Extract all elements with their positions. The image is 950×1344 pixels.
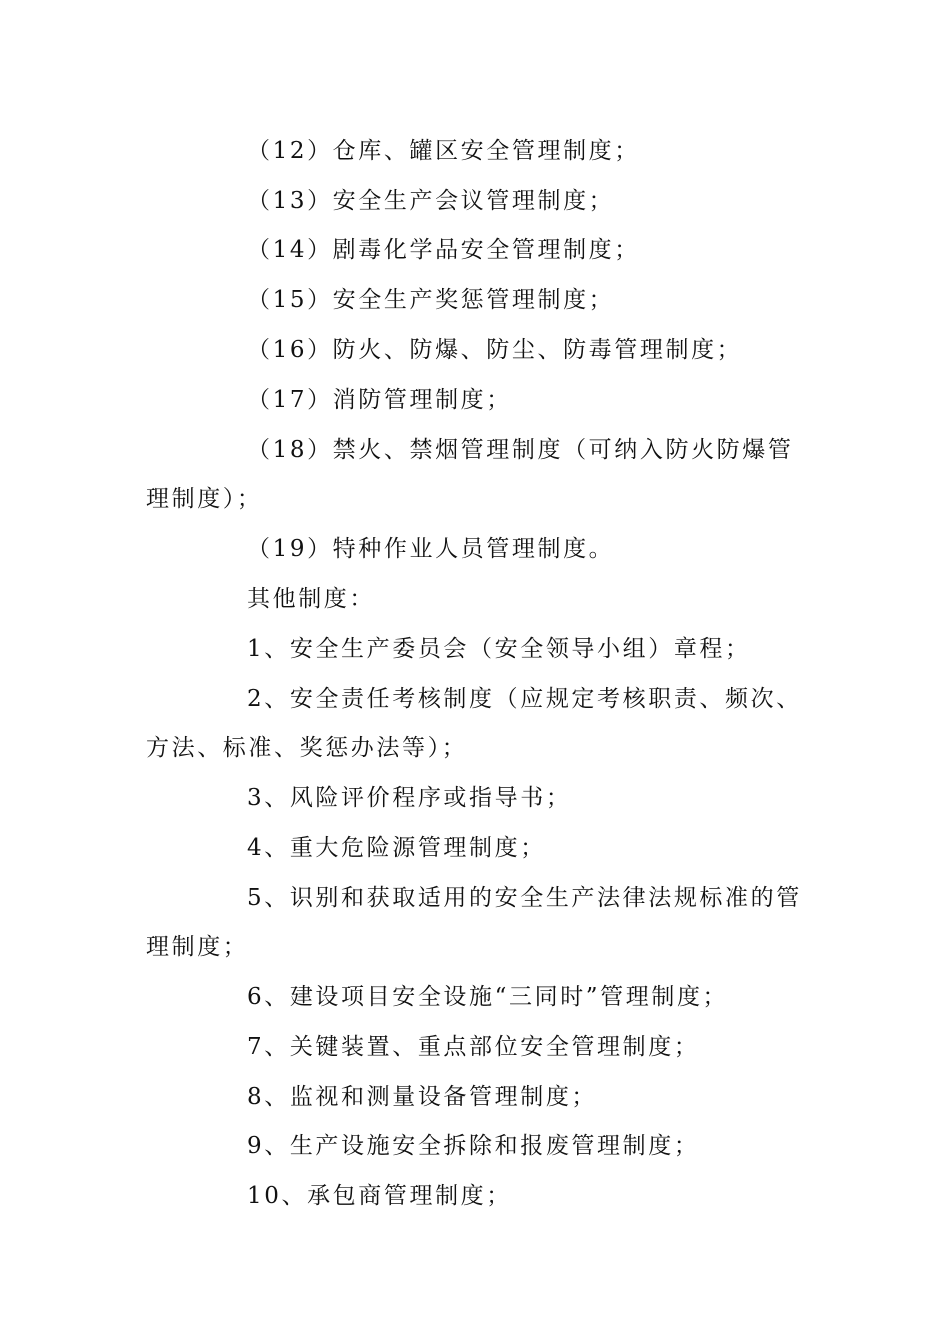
- other-item-10: 10、承包商管理制度；: [247, 1183, 512, 1209]
- other-item-4: 4、重大危险源管理制度；: [247, 835, 546, 861]
- list-item-13: （13）安全生产会议管理制度；: [247, 188, 615, 214]
- other-item-9: 9、生产设施安全拆除和报废管理制度；: [247, 1133, 700, 1159]
- other-item-7: 7、关键装置、重点部位安全管理制度；: [247, 1034, 700, 1060]
- other-item-3: 3、风险评价程序或指导书；: [247, 785, 572, 811]
- list-item-17: （17）消防管理制度；: [247, 387, 512, 413]
- list-item-18: （18）禁火、禁烟管理制度（可纳入防火防爆管: [247, 437, 794, 463]
- list-item-12: （12）仓库、罐区安全管理制度；: [247, 138, 640, 164]
- other-item-5-continuation: 理制度；: [146, 934, 249, 960]
- other-item-2: 2、安全责任考核制度（应规定考核职责、频次、: [247, 686, 802, 712]
- list-item-14: （14）剧毒化学品安全管理制度；: [247, 237, 640, 263]
- other-item-5: 5、识别和获取适用的安全生产法律法规标准的管: [247, 885, 802, 911]
- other-item-1: 1、安全生产委员会（安全领导小组）章程；: [247, 636, 751, 662]
- list-item-18-continuation: 理制度）；: [146, 486, 263, 512]
- section-heading-other-systems: 其他制度：: [247, 586, 375, 612]
- other-item-2-continuation: 方法、标准、奖惩办法等）；: [146, 735, 468, 761]
- other-item-6: 6、建设项目安全设施“三同时”管理制度；: [247, 984, 729, 1010]
- list-item-19: （19）特种作业人员管理制度。: [247, 536, 615, 562]
- list-item-16: （16）防火、防爆、防尘、防毒管理制度；: [247, 337, 743, 363]
- other-item-8: 8、监视和测量设备管理制度；: [247, 1084, 598, 1110]
- list-item-15: （15）安全生产奖惩管理制度；: [247, 287, 615, 313]
